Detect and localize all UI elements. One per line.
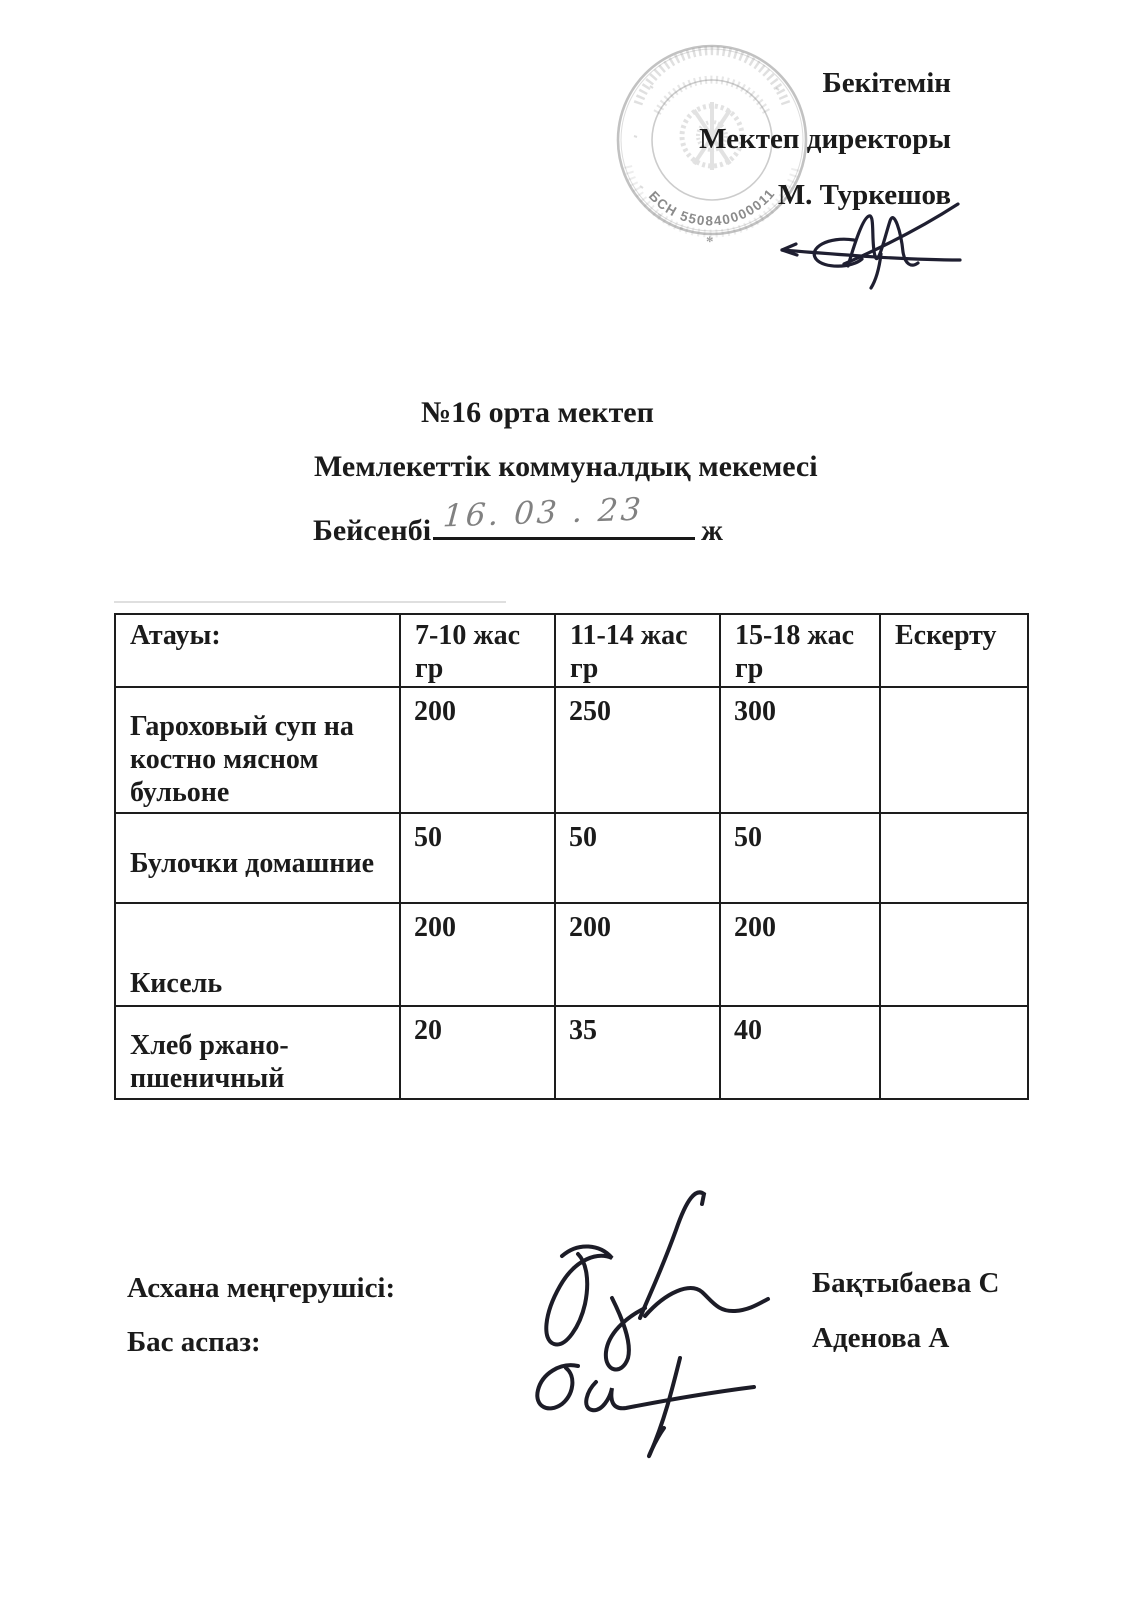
note-cell [880,687,1028,813]
dish-name-cell: Хлеб ржано-пшеничный [115,1006,400,1099]
portion-cell: 50 [555,813,720,903]
menu-table [114,613,1029,1100]
portion-cell: 200 [720,903,880,1006]
portion-cell: 35 [555,1006,720,1099]
doc-title-organization: Мемлекеттік коммуналдық мекемесі [314,450,818,483]
footer-role-canteen-manager: Асхана меңгерушісі: [127,1272,396,1304]
date-underline [433,491,695,540]
scan-artifact-line [114,601,506,603]
date-year-suffix: ж [701,514,723,547]
header-cell-age-11-14: 11-14 жас гр [555,614,720,687]
menu-table-container [114,613,1029,1100]
table-row [115,813,1028,903]
table-row [115,903,1028,1006]
date-handwritten: 16. 03 . 23 [441,491,645,535]
portion-cell: 40 [720,1006,880,1099]
portion-cell: 50 [720,813,880,903]
signature-head-chef [537,1358,754,1456]
dish-name-cell: Булочки домашние [115,813,400,903]
header-cell-name: Атауы: [115,614,400,687]
table-row [115,1006,1028,1099]
note-cell [880,813,1028,903]
table-header-row [115,614,1028,687]
stamp-star: * [706,234,714,250]
doc-title-school: №16 орта мектеп [421,396,654,429]
header-cell-age-7-10: 7-10 жас гр [400,614,555,687]
footer-signatures [498,1182,793,1472]
stamp-bin-text: БСН 550840000011 [645,185,779,229]
doc-date-line [313,491,723,548]
footer-name-head-chef: Аденова А [812,1322,950,1354]
portion-cell: 200 [555,903,720,1006]
approval-line-approved: Бекітемін [822,67,951,99]
portion-cell: 50 [400,813,555,903]
portion-cell: 20 [400,1006,555,1099]
dish-name-cell: Гароховый суп на костно мясном бульоне [115,687,400,813]
portion-cell: 200 [400,903,555,1006]
footer-name-canteen-manager: Бақтыбаева С [812,1267,1000,1299]
note-cell [880,903,1028,1006]
header-cell-note: Ескерту [880,614,1028,687]
table-row [115,687,1028,813]
director-signature [772,196,972,291]
portion-cell: 250 [555,687,720,813]
portion-cell: 300 [720,687,880,813]
date-day-label: Бейсенбі [313,514,432,547]
note-cell [880,1006,1028,1099]
signature-canteen-manager [546,1192,768,1369]
approval-line-director-name: М. Туркешов [777,179,951,211]
portion-cell: 200 [400,687,555,813]
header-cell-age-15-18: 15-18 жас гр [720,614,880,687]
footer-role-head-chef: Бас аспаз: [127,1326,261,1358]
dish-name-cell: Кисель [115,903,400,1006]
approval-line-director-title: Мектеп директоры [699,123,951,155]
